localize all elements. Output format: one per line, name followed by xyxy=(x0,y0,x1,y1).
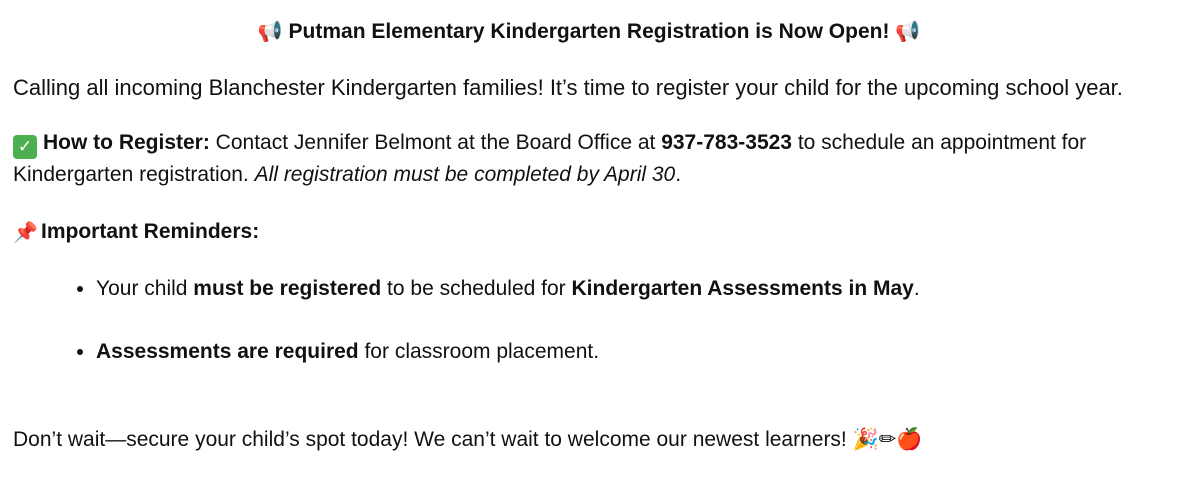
pushpin-icon: 📌 xyxy=(13,220,38,244)
howto-text-before: Contact Jennifer Belmont at the Board Office at xyxy=(209,131,662,154)
party-popper-icon: 🎉 xyxy=(852,427,879,451)
how-to-register-label: How to Register: xyxy=(43,131,210,154)
intro-paragraph: Calling all incoming Blanchester Kindergarten families! It’s time to register your child for the upcoming school year. xyxy=(13,75,1123,100)
howto-end: . xyxy=(675,163,682,186)
reminder-emphasis: Assessments are required xyxy=(96,340,359,363)
howto-text-after: to schedule an appointment for Kindergarten registration. xyxy=(13,131,1087,186)
list-item xyxy=(96,337,1165,367)
megaphone-icon: 📢 xyxy=(895,19,921,43)
reminders-heading xyxy=(13,217,1165,247)
closing-paragraph xyxy=(13,424,1165,455)
how-to-register-paragraph xyxy=(13,127,1165,190)
closing-text: Don’t wait—secure your child’s spot today! We can’t wait to welcome our newest learners! xyxy=(13,428,847,451)
list-item xyxy=(96,274,1165,304)
phone-number: 937-783-3523 xyxy=(661,131,792,154)
title-text: Putman Elementary Kindergarten Registration is Now Open! xyxy=(288,20,890,43)
reminders-list xyxy=(13,274,1165,367)
reminder-text: . xyxy=(913,277,920,300)
registration-deadline: All registration must be completed by April 30 xyxy=(254,163,676,186)
pencil-icon: ✏ xyxy=(878,427,897,451)
reminder-emphasis: Kindergarten Assessments in May xyxy=(571,277,914,300)
reminder-text: to be scheduled for xyxy=(381,277,572,300)
reminder-text: for classroom placement. xyxy=(358,340,600,363)
reminder-text: Your child xyxy=(96,277,194,300)
reminders-title-text: Important Reminders: xyxy=(41,220,260,243)
checkmark-icon: ✓ xyxy=(13,135,37,159)
reminder-emphasis: must be registered xyxy=(193,277,382,300)
apple-icon: 🍎 xyxy=(896,427,923,451)
megaphone-icon: 📢 xyxy=(257,19,283,43)
page-title xyxy=(13,0,1165,46)
